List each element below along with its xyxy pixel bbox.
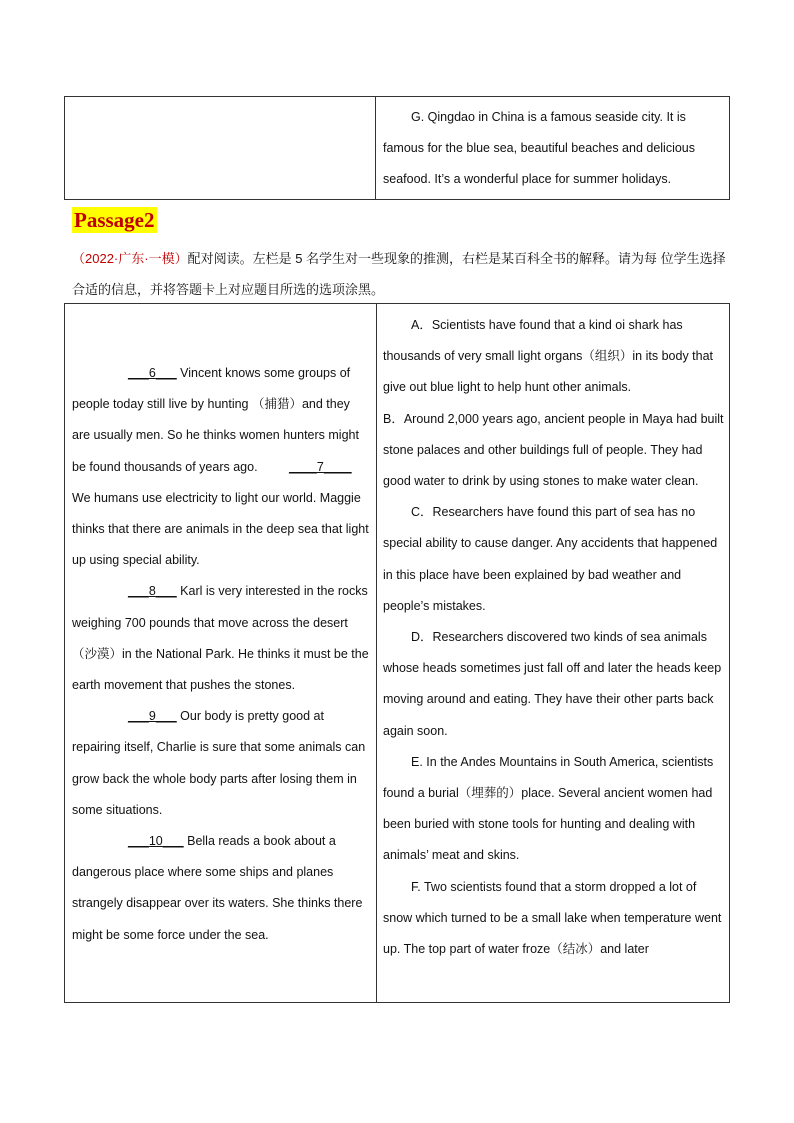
- answer-blank[interactable]: ___9___: [128, 709, 177, 724]
- option-label: E.: [411, 754, 427, 769]
- question-text: Vincent knows some groups of people today still live by hunting （捕猎）and they are usually men. So he thinks women hunters might be found thousands of years ago.: [72, 366, 359, 474]
- column-divider: [375, 97, 376, 199]
- answer-table-top: [64, 96, 730, 200]
- option-text: Scientists have found that a kind oi shark has thousands of very small light organs（组织）in its body that give out blue light to help hunt other animals.: [383, 318, 714, 395]
- passage-title: Passage2: [74, 208, 155, 232]
- question-10: [72, 826, 370, 951]
- option-a: [383, 310, 725, 404]
- option-label: F.: [411, 879, 424, 894]
- option-g-text: G. Qingdao in China is a famous seaside city. It is famous for the blue sea, beautiful beaches and delicious seafood. It’s a wonderful place for summer holidays.: [383, 110, 696, 187]
- answer-blank[interactable]: ___6___: [128, 366, 177, 380]
- answer-blank[interactable]: ___8___: [128, 584, 177, 599]
- column-divider: [376, 304, 377, 1002]
- question-text: Karl is very interested in the rocks weighing 700 pounds that move across the desert（沙漠）in the National Park. He thinks it must be the earth movement that pushes the stones.: [72, 584, 369, 693]
- answer-blank[interactable]: ___10___: [128, 834, 184, 849]
- option-label: D．: [411, 630, 433, 645]
- option-text: In the Andes Mountains in South America, scientists found a burial（埋葬的）place. Several ancient women had been buried with stone tools for hunting and dealing with animals’ meat and skins.: [383, 754, 714, 863]
- option-f: [383, 872, 725, 966]
- option-label: C．: [411, 505, 433, 520]
- option-text: Researchers discovered two kinds of sea animals whose heads sometimes just fall off and later the heads keep moving around and eating. They have their other parts back again soon.: [383, 630, 722, 738]
- instructions: [72, 243, 732, 305]
- option-text: Two scientists found that a storm dropped a lot of snow which turned to be a small lake when temperature went up. The top part of water froze（结冰）and later: [383, 879, 722, 957]
- source-tag: （2022·广东·一模）: [72, 251, 188, 266]
- option-label: B．: [383, 411, 404, 426]
- instructions-text: 配对阅读。左栏是 5 名学生对一些现象的推测，右栏是某百科全书的解释。请为每 位学生选择合适的信息，并将答题卡上对应题目所选的选项涂黑。: [72, 251, 726, 297]
- option-c: [383, 497, 725, 622]
- question-6: [72, 358, 370, 576]
- matching-table: [64, 303, 730, 1003]
- questions-column: [72, 358, 370, 951]
- option-g: [383, 102, 723, 196]
- option-e: [383, 747, 725, 872]
- question-text: Our body is pretty good at repairing itself, Charlie is sure that some animals can grow back the whole body parts after losing them in some situations.: [72, 709, 366, 817]
- question-text: Bella reads a book about a dangerous place where some ships and planes strangely disappear over its waters. She thinks there might be some force under the sea.: [72, 834, 363, 942]
- option-text: Researchers have found this part of sea has no special ability to cause danger. Any accidents that happened in this place have been explained by bad weather and people’s mistakes.: [383, 505, 718, 613]
- question-9: [72, 701, 370, 826]
- question-8: [72, 576, 370, 701]
- option-b: [383, 404, 725, 498]
- answer-blank[interactable]: ____7____: [289, 459, 352, 474]
- option-d: [383, 622, 725, 747]
- option-text: Around 2,000 years ago, ancient people in Maya had built stone palaces and other buildings full of people. They had good water to drink by using stones to make water clean.: [383, 411, 724, 489]
- option-label: A．: [411, 318, 432, 332]
- question-text: We humans use electricity to light our world. Maggie thinks that there are animals in the deep sea that light up using special ability.: [72, 490, 369, 568]
- options-column: [383, 310, 725, 965]
